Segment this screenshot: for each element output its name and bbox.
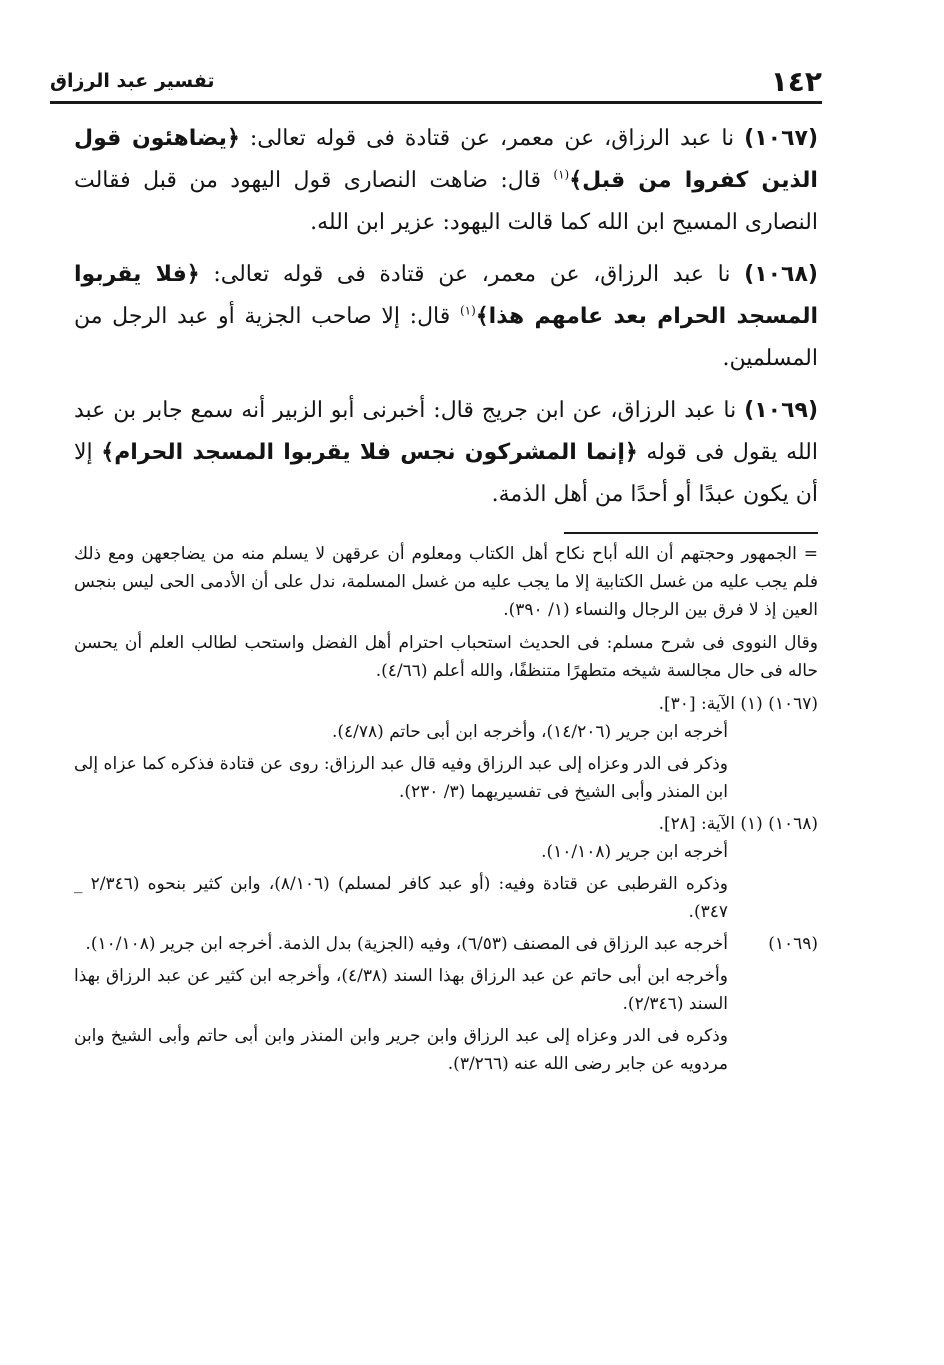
footnote-marker: (١) xyxy=(553,167,570,182)
footnote-line: أخرجه ابن جرير (١٤/٢٠٦)، وأخرجه ابن أبى حاتم (٤/٧٨). xyxy=(331,722,728,742)
footnote-line: أخرجه عبد الرزاق فى المصنف (٦/٥٣)، وفيه (الجزية) بدل الذمة. أخرجه ابن جرير (١٠/١٠٨). xyxy=(85,934,728,954)
hadith-1069 xyxy=(74,390,818,516)
footnote-rule xyxy=(564,532,818,534)
hadith-commentary: إلا أن يكون عبدًا أو أحدًا من أهل الذمة. xyxy=(74,440,818,507)
footnote-head-row xyxy=(74,810,818,838)
footnote-1067 xyxy=(74,690,818,806)
footnote-head-row xyxy=(74,690,818,718)
hadith-commentary: قال: ضاهت النصارى قول اليهود من قبل فقالت النصارى المسيح ابن الله كما قالت اليهود: عزير ابن الله. xyxy=(74,168,818,235)
footnote-continuation: = الجمهور وحجتهم أن الله أباح نكاح أهل الكتاب ومعلوم أن عرقهن لا يسلم منه من يضاجعهن ومع ذلك فلم يجب عليه من غسل الكتابية إلا ما يجب عليه من غسل المسلمة، ندل على أن الأدمى الحى ليس بنجس العين إذ لا فرق بين الرجال والنساء (١/ ٣٩٠). xyxy=(74,544,818,620)
hadith-1068 xyxy=(74,254,818,380)
footnote-head: الآية: [٣٠]. xyxy=(658,694,735,714)
page-number: ١٤٢ xyxy=(770,64,822,98)
quran-verse: ﴿فلا يقربوا المسجد الحرام بعد عامهم هذا﴾ xyxy=(74,262,818,329)
footnote-id: (١٠٦٨) (١) xyxy=(740,814,818,834)
page-header xyxy=(50,62,822,100)
hadith-text: نا عبد الرزاق، عن ابن جريج قال: أخبرنى أبو الزبير أنه سمع جابر بن عبد الله يقول فى قوله xyxy=(74,398,819,465)
hadith-number: (١٠٦٧) xyxy=(744,126,819,151)
footnote-line: وذكره فى الدر وعزاه إلى عبد الرزاق وابن جرير وابن المنذر وابن أبى حاتم وأبى الشيخ وابن مردويه عن جابر رضى الله عنه (٣/٢٦٦). xyxy=(74,1026,728,1074)
footnote-line: وأخرجه ابن أبى حاتم عن عبد الرزاق بهذا السند (٤/٣٨)، وأخرجه ابن كثير عن عبد الرزاق بهذا السند (٢/٣٤٦). xyxy=(74,966,728,1014)
header-rule xyxy=(50,101,822,104)
hadith-number: (١٠٦٨) xyxy=(744,262,818,287)
hadith-1067 xyxy=(74,118,818,244)
hadith-text: نا عبد الرزاق، عن معمر، عن قتادة فى قوله تعالى: xyxy=(249,126,735,151)
footnote-paragraph: وقال النووى فى شرح مسلم: فى الحديث استحباب احترام أهل الفضل واستحب لطالب العلم أن يحسن حاله فى حال مجالسة شيخه متطهرًا متنظفًا، والله أعلم (٤/٦٦). xyxy=(74,633,818,681)
footnote-head: الآية: [٢٨]. xyxy=(658,814,735,834)
quran-verse: ﴿يضاهئون قول الذين كفروا من قبل﴾ xyxy=(74,126,818,193)
main-text xyxy=(74,118,818,526)
footnote-1068 xyxy=(74,810,818,926)
footnote-marker: (١) xyxy=(459,303,476,318)
footnote-line: أخرجه ابن جرير (١٠/١٠٨). xyxy=(541,842,728,862)
footnote-id: (١٠٦٧) (١) xyxy=(740,694,818,714)
quran-verse: ﴿إنما المشركون نجس فلا يقربوا المسجد الحرام﴾ xyxy=(101,440,638,465)
hadith-text: نا عبد الرزاق، عن معمر، عن قتادة فى قوله تعالى: xyxy=(213,262,731,287)
footnote-line: وذكره القرطبى عن قتادة وفيه: (أو عبد كافر لمسلم) (٨/١٠٦)، وابن كثير بنحوه (٢/٣٤٦ _ ٣٤٧). xyxy=(74,874,729,922)
hadith-commentary: قال: إلا صاحب الجزية أو عبد الرجل من المسلمين. xyxy=(74,304,818,371)
running-title: تفسير عبد الرزاق xyxy=(50,70,215,92)
footnote-id: (١٠٦٩) xyxy=(768,934,818,954)
hadith-number: (١٠٦٩) xyxy=(744,398,818,423)
footnotes xyxy=(74,540,818,1082)
footnote-1069 xyxy=(74,930,818,1082)
footnote-body xyxy=(74,930,728,1082)
footnote-line: وذكر فى الدر وعزاه إلى عبد الرزاق وفيه قال عبد الرزاق: روى عن قتادة فذكره كما عزاه إلى ابن المنذر وأبى الشيخ فى تفسيريهما (٣/ ٢٣٠). xyxy=(74,754,728,802)
